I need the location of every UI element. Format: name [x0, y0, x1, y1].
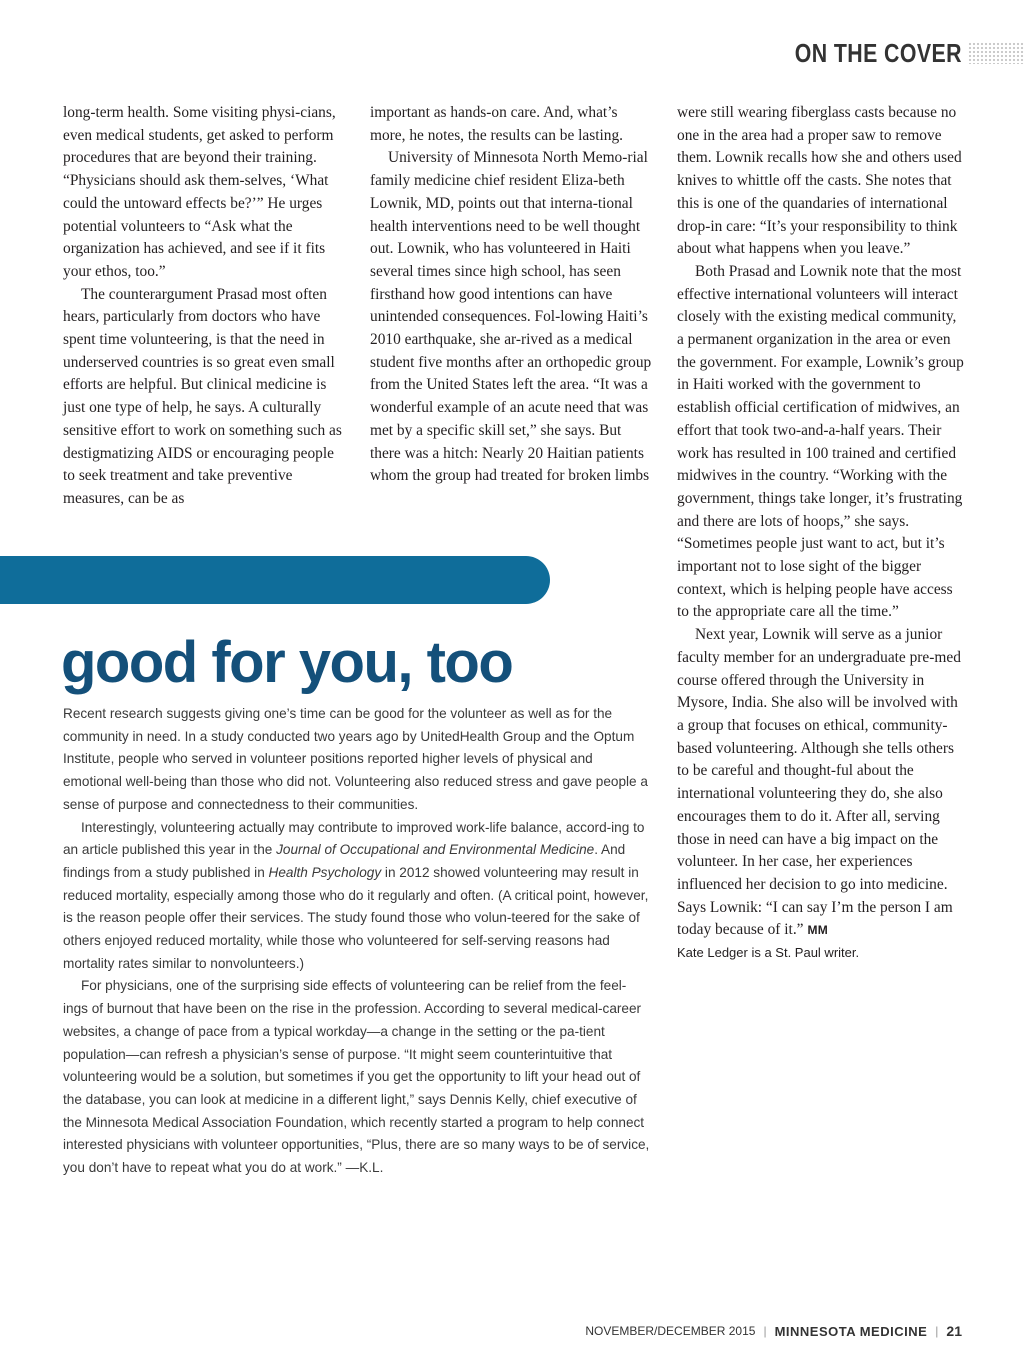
sidebar-paragraph	[63, 817, 651, 976]
footer-separator: |	[935, 1324, 939, 1338]
journal-title: Health Psychology	[268, 864, 382, 880]
article-paragraph-text: Next year, Lownik will serve as a junior faculty member for an undergraduate pre-med course offered through the University in Mysore, India. She also will be involved with a group that focuses on ethical, community-based volunteering. Although she tells others to be careful and thought-ful about the international volunteering they do, she also encourages them to do it. After all, serving those in need can have a big impact on the volunteer. In her case, her experiences influenced her decision to go into medicine. Says Lownik: “I can say I’m the person I am today because of it.”	[677, 626, 961, 939]
page-number: 21	[946, 1323, 962, 1339]
sidebar-text: Interestingly, volunteering actually may contribute to improved work-life balance, accord-ing to an article published this year in the	[63, 819, 645, 858]
page-footer	[585, 1323, 962, 1339]
sidebar-text: . And findings from a study published in	[63, 842, 626, 880]
sidebar-text: in 2012 showed volunteering may result in reduced mortality, especially among those who do it regularly and often. (A critical point, however, is the reason people offer their services. The study found those who volun-teered for the sake of others enjoyed reduced mortality, while those who volunteered for self-serving reasons had mortality rates similar to nonvolunteers.)	[63, 864, 649, 971]
section-dot-pattern	[968, 42, 1024, 64]
article-column-3	[677, 102, 964, 965]
sidebar-paragraph: For physicians, one of the surprising side effects of volunteering can be relief from the feel-ings of burnout that have been on the rise in the profession. According to several medical-career websites, a change of pace from a typical workday—a change in the setting or the pa-tient population—can refresh a physician’s sense of purpose. “It might seem counterintuitive that volunteering would be a solution, but sometimes if you get the opportunity to lift your head out of the database, you can look at medicine in a different light,” says Dennis Kelly, chief executive of the Minnesota Medical Association Foundation, which recently started a program to help connect interested physicians with volunteer opportunities, “Plus, there are so many ways to be of service, you don’t have to repeat what you do at work.” —K.L.	[63, 978, 650, 1176]
article-column-2	[370, 102, 655, 488]
article-paragraph: University of Minnesota North Memo-rial family medicine chief resident Eliza-beth Lownik, MD, points out that interna-tional health interventions need to be well thought out. Lownik, who has volunteered in Haiti several times since high school, has seen firsthand how good intentions can have unintended consequences. Fol-lowing Haiti’s 2010 earthquake, she ar-rived as a medical student five months after an orthopedic group from the United States left the area. “It was a wonderful example of an acute need that was met by a specific skill set,” she says. But there was a hitch: Nearly 20 Haitian patients whom the group had treated for broken limbs	[370, 149, 652, 485]
sidebar-paragraph: Recent research suggests giving one’s time can be good for the volunteer as well as for the community in need. In a study conducted two years ago by UnitedHealth Group and the Optum Institute, people who served in volunteer positions reported higher levels of physical and emotional well-being than those who did not. Volunteering also reduced stress and gave people a sense of purpose and connectedness to their communities.	[63, 706, 648, 812]
article-paragraph: important as hands-on care. And, what’s more, he notes, the results can be lasting.	[370, 104, 624, 144]
sidebar-body	[63, 703, 651, 1180]
article-paragraph: were still wearing fiberglass casts because no one in the area had a proper saw to remove them. Lownik recalls how she and others used knives to whittle off the casts. She notes that this is one of the quandaries of international drop-in care: “It’s your responsibility to think about what happens when you leave.”	[677, 104, 962, 258]
issue-date: NOVEMBER/DECEMBER 2015	[585, 1324, 756, 1338]
sidebar-title: good for you, too	[61, 630, 513, 695]
section-label: ON THE COVER	[794, 38, 962, 68]
article-paragraph: Both Prasad and Lownik note that the most effective international volunteers will interact closely with the existing medical community, a permanent organization in the area or even the government. For example, Lownik’s group in Haiti worked with the government to establish official certification of midwives, an effort that took two-and-a-half years. Their work has resulted in 100 trained and certified midwives in the country. “Working with the government, things take longer, it’s frustrating and there are lots of hoops,” she says. “Sometimes people just want to act, but it’s important not to lose sight of the bigger context, which is helping people have access to the appropriate care all the time.”	[677, 262, 964, 621]
article-paragraph: long-term health. Some visiting physi-cians, even medical students, get asked to perform procedures that are beyond their training. “Physicians should ask them-selves, ‘What could the untoward effects be?’” He urges potential volunteers to “Ask what the organization has achieved, and see if it fits your ethos, too.”	[63, 104, 336, 280]
article-paragraph-final	[677, 624, 964, 942]
journal-title: Journal of Occupational and Environmental Medicine	[276, 842, 595, 858]
author-byline: Kate Ledger is a St. Paul writer.	[677, 945, 860, 961]
publication-name: MINNESOTA MEDICINE	[774, 1323, 928, 1339]
sidebar-header-bar	[0, 556, 550, 604]
footer-separator: |	[763, 1324, 767, 1338]
end-mark: MM	[807, 923, 829, 938]
article-column-1	[63, 102, 345, 511]
article-paragraph: The counterargument Prasad most often hears, particularly from doctors who have spent time volunteering, is that the need in underserved countries is so great even small efforts are helpful. But clinical medicine is just one type of help, he says. A culturally sensitive effort to work on something such as destigmatizing AIDS or encouraging people to seek treatment and take preventive measures, can be as	[63, 285, 342, 507]
